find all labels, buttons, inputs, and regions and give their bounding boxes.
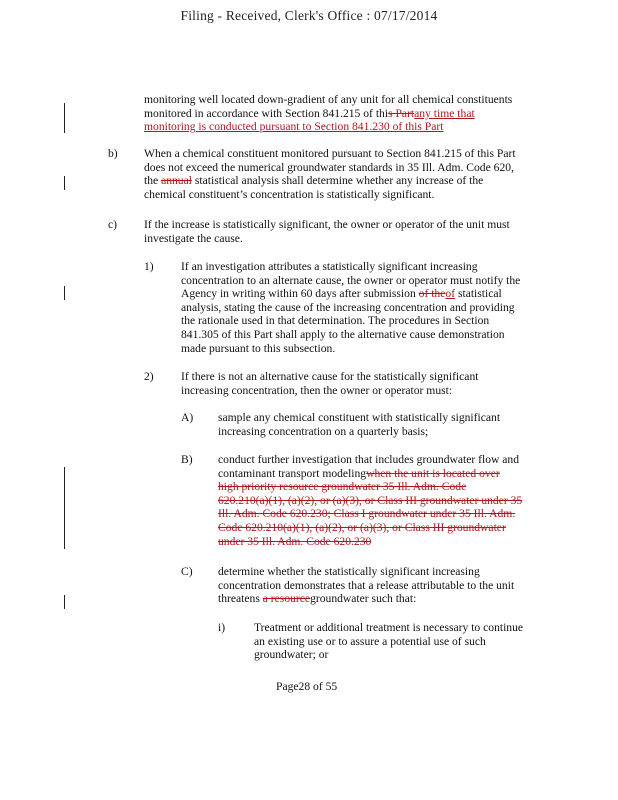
subsection-label: 1) (144, 260, 154, 273)
text-run: threatens (218, 592, 263, 606)
text-line (144, 174, 516, 188)
revision-bar (64, 286, 65, 300)
text-run: the (144, 174, 162, 188)
deleted-text: s Part (388, 106, 415, 120)
subsection-label: b) (108, 147, 118, 160)
deleted-text: of the (418, 287, 446, 301)
deleted-text: 620.210(a)(1), (a)(2), or (a)(3), or Class III groundwater under 35 (218, 493, 523, 507)
text-line (218, 592, 514, 606)
page-label: Page (276, 680, 299, 693)
text-line: analysis, stating the cause of the increasing concentration and providing (181, 300, 515, 314)
deleted-text: annual (161, 174, 192, 188)
text-line: increasing concentration on a quarterly basis; (218, 424, 429, 438)
text-line: When a chemical constituent monitored pursuant to Section 841.215 of this Part (144, 147, 516, 160)
inserted-text: of (445, 287, 456, 301)
subsection-b (144, 147, 516, 201)
deleted-text: Ill. Adm. Code 620.230; Class I groundwater under 35 Ill. Adm. (218, 507, 516, 521)
text-line: the rationale used in that determination. The procedures in Section (181, 314, 490, 328)
text-line: conduct further investigation that includes groundwater flow and (218, 453, 520, 466)
text-line (218, 467, 522, 481)
revision-bar (64, 467, 65, 549)
text-line: If there is not an alternative cause for the statistically significant (181, 370, 479, 383)
text-run: statistical (455, 287, 502, 301)
text-line: sample any chemical constituent with statistically significant (218, 411, 501, 424)
text-line: groundwater; or (254, 648, 329, 662)
revision-bar (64, 595, 65, 609)
text-line: monitoring well located down-gradient of any unit for all chemical constituents (144, 93, 513, 106)
subsection-label: c) (108, 218, 118, 231)
text-line: made pursuant to this subsection. (181, 341, 336, 355)
subsection-c1 (181, 260, 520, 355)
text-line: If the increase is statistically significant, the owner or operator of the unit must (144, 218, 510, 231)
inserted-text: monitoring is conducted pursuant to Section 841.230 of this Part (144, 120, 444, 134)
subsection-label: C) (181, 565, 193, 578)
text-run: groundwater such that: (310, 592, 417, 606)
text-line: investigate the cause. (144, 231, 243, 245)
text-line: concentration demonstrates that a release attributable to the unit (218, 578, 515, 592)
text-line: If an investigation attributes a statistically significant increasing (181, 260, 478, 273)
page-number-footer (276, 680, 337, 693)
text-line: chemical constituent’s concentration is statistically significant. (144, 187, 435, 201)
deleted-text: high priority resource groundwater 35 Ill. Adm. Code (218, 480, 467, 494)
text-line: concentration to an alternate cause, the owner or operator must notify the (181, 273, 521, 287)
text-line: an existing use or to assure a potential use of such (254, 634, 486, 648)
deleted-text: a resource (262, 592, 311, 606)
inserted-text: any time that (414, 106, 475, 120)
subsection-A (218, 411, 500, 438)
subsection-c2 (181, 370, 478, 397)
deleted-text: Code 620.210(a)(1), (a)(2), or (a)(3), or Class III groundwater (218, 520, 506, 534)
paragraph-continuation (144, 93, 512, 134)
page-number: 28 (298, 680, 311, 693)
revision-bar (64, 103, 65, 133)
revision-bar (64, 176, 65, 190)
text-run: Agency in writing within 60 days after submission (181, 287, 419, 301)
text-line: increasing concentration, then the owner or operator must: (181, 383, 453, 397)
subsection-C (218, 565, 514, 606)
deleted-text: under 35 Ill. Adm. Code 620.230 (218, 534, 372, 548)
subsection-label: A) (181, 411, 194, 424)
subsection-i (254, 621, 523, 662)
deleted-text: when the unit is located over (366, 466, 500, 480)
subsection-label: i) (218, 621, 226, 634)
page-total: 55 (325, 680, 338, 693)
text-line: determine whether the statistically significant increasing (218, 565, 480, 578)
subsection-label: 2) (144, 370, 154, 383)
of-label: of (313, 680, 323, 693)
text-line (144, 107, 512, 121)
filing-stamp-header: Filing - Received, Clerk's Office : 07/17/2014 (180, 8, 438, 23)
subsection-B (218, 453, 522, 548)
text-line: Treatment or additional treatment is necessary to continue (254, 621, 524, 634)
text-run: statistical analysis shall determine whether any increase of the (191, 174, 484, 188)
text-run: contaminant transport modeling (218, 466, 367, 480)
text-run: monitored in accordance with Section 841.215 of thi (144, 106, 389, 120)
text-line (181, 287, 520, 301)
text-line: 841.305 of this Part shall apply to the alternative cause demonstration (181, 327, 505, 341)
subsection-c (144, 218, 510, 245)
subsection-label: B) (181, 453, 193, 466)
text-line: does not exceed the numerical groundwater standards in 35 Ill. Adm. Code 620, (144, 160, 514, 174)
